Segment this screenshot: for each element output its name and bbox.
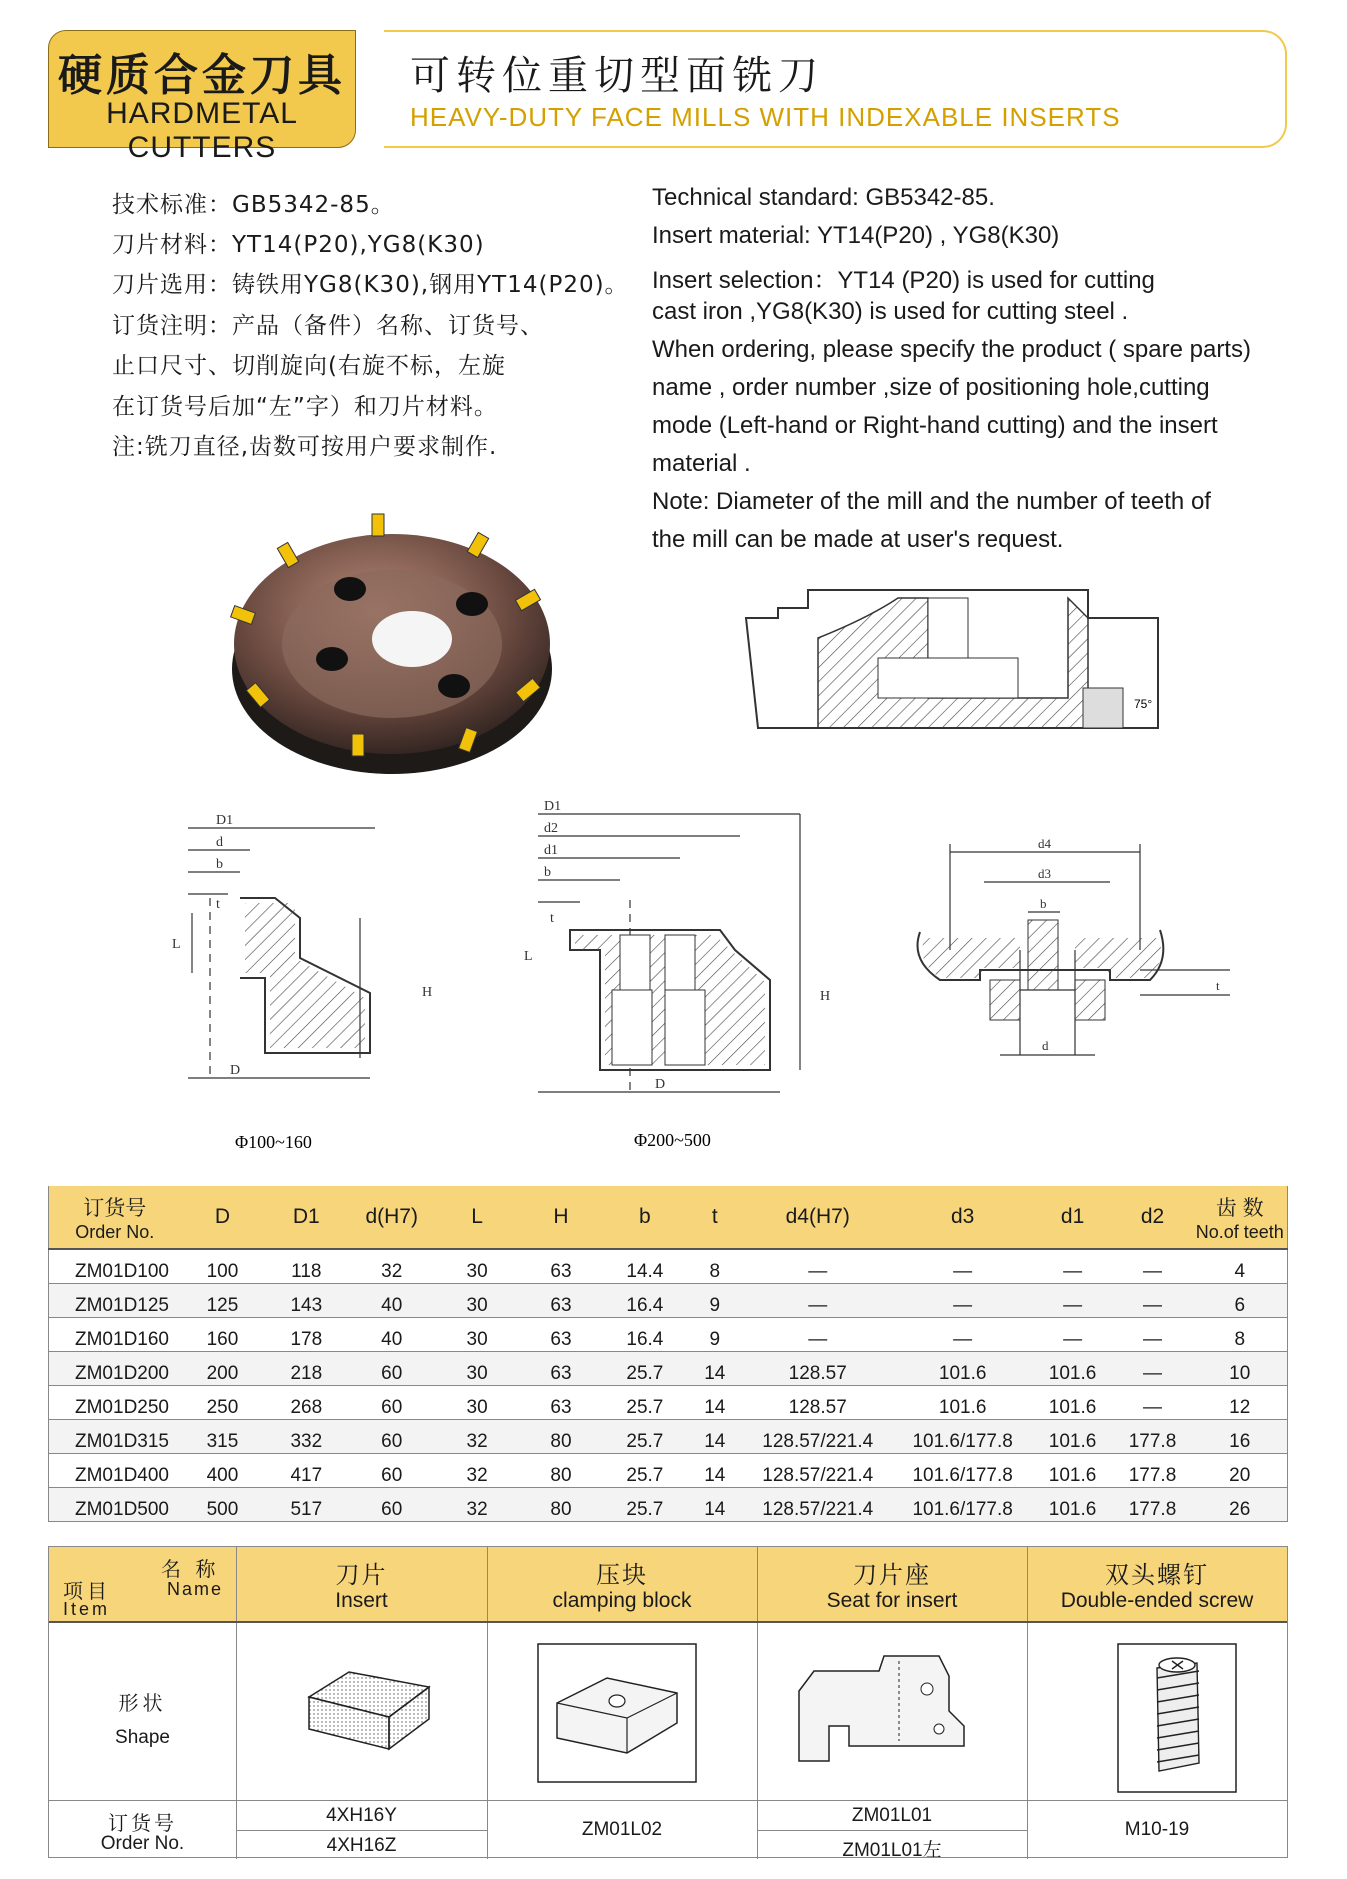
table-cell: — (893, 1318, 1033, 1352)
table-row (49, 1318, 1288, 1352)
badge-title-en: HARDMETAL CUTTERS (106, 97, 298, 164)
table-cell: — (893, 1284, 1033, 1318)
table-row (49, 1284, 1288, 1318)
spec-col-header (687, 1186, 743, 1249)
table-cell: 8 (687, 1249, 743, 1284)
table-cell: 177.8 (1113, 1454, 1193, 1488)
table-cell: 60 (348, 1352, 435, 1386)
spec-col-header (49, 1186, 181, 1249)
table-cell: 63 (519, 1284, 603, 1318)
intro-cn-line: 刀片选用：铸铁用YG8(K30),钢用YT14(P20)。 (112, 272, 629, 298)
corner-item-en: Item (63, 1599, 111, 1619)
table-cell: 101.6 (1033, 1420, 1113, 1454)
table-cell: 16.4 (603, 1318, 687, 1352)
intro-en-line: the mill can be made at user's request. (652, 526, 1064, 553)
parts-table (48, 1546, 1288, 1861)
table-cell: 125 (180, 1284, 264, 1318)
intro-en-line: material . (652, 450, 751, 477)
table-cell: 16 (1192, 1420, 1287, 1454)
table-cell: 101.6/177.8 (893, 1420, 1033, 1454)
table-cell: 101.6/177.8 (893, 1488, 1033, 1522)
spec-col-header (180, 1186, 264, 1249)
spec-col-header-main: 齿 数 (1215, 1196, 1264, 1220)
table-cell: 332 (264, 1420, 348, 1454)
table-cell: 80 (519, 1454, 603, 1488)
table-cell: 315 (180, 1420, 264, 1454)
table-cell: 200 (180, 1352, 264, 1386)
intro-cn-line: 订货注明：产品（备件）名称、订货号、 (112, 313, 544, 339)
col-en: Double-ended screw (1060, 1589, 1254, 1612)
parts-corner-cell (49, 1547, 236, 1621)
spec-col-header (1033, 1186, 1113, 1249)
table-cell: 101.6 (893, 1352, 1033, 1386)
dim-label: H (422, 985, 433, 1000)
intro-en-line: When ordering, please specify the product ( spare parts) (652, 336, 1251, 363)
intro-cn-line: 止口尺寸、切削旋向(右旋不标，左旋 (112, 353, 506, 379)
spec-col-header-main: d2 (1140, 1205, 1165, 1228)
col-en: Insert (335, 1589, 388, 1612)
dim-label: L (524, 949, 533, 964)
intro-en-line: Note: Diameter of the mill and the number of teeth of (652, 488, 1211, 515)
dim-label: D (655, 1077, 666, 1092)
clamping-block-order-no: ZM01L02 (581, 1819, 663, 1840)
spec-col-header (348, 1186, 435, 1249)
spec-col-header-main: L (471, 1205, 483, 1228)
table-cell: 160 (180, 1318, 264, 1352)
table-cell: 14 (687, 1386, 743, 1420)
table-cell: 32 (348, 1249, 435, 1284)
clamping-block-image (537, 1643, 697, 1783)
dim-label: d (1042, 1038, 1049, 1053)
table-cell: 500 (180, 1488, 264, 1522)
parts-col-seat (757, 1547, 1027, 1621)
dim-label: D (230, 1063, 241, 1078)
table-cell: 14 (687, 1420, 743, 1454)
face-mill-photo (222, 494, 562, 794)
spec-col-header-sub: Order No. (75, 1221, 155, 1242)
table-cell: — (743, 1249, 893, 1284)
table-cell: 101.6 (1033, 1386, 1113, 1420)
table-cell: 10 (1192, 1352, 1287, 1386)
table-cell: 32 (435, 1420, 519, 1454)
divider (757, 1830, 1027, 1831)
intro-en-line: Insert selection：YT14 (P20) is used for cutting (652, 267, 1155, 294)
intro-en-line: cast iron ,YG8(K30) is used for cutting steel . (652, 298, 1129, 325)
corner-item-cn: 项目 (63, 1579, 111, 1603)
table-cell: 101.6 (893, 1386, 1033, 1420)
spec-col-header (893, 1186, 1033, 1249)
table-cell: — (743, 1318, 893, 1352)
dim-label: b (216, 857, 223, 872)
parts-col-insert (236, 1547, 487, 1621)
table-row (49, 1386, 1288, 1420)
dim-label: d1 (544, 843, 558, 858)
spec-col-header (435, 1186, 519, 1249)
table-cell: 26 (1192, 1488, 1287, 1522)
order-no-cell: ZM01D160 (49, 1318, 181, 1352)
table-cell: 128.57 (743, 1352, 893, 1386)
table-cell: — (1033, 1284, 1113, 1318)
order-no-cell: ZM01D200 (49, 1352, 181, 1386)
order-no-cell: ZM01D250 (49, 1386, 181, 1420)
insert-order-no: 4XH16Z (326, 1835, 397, 1856)
double-ended-screw-image (1117, 1643, 1237, 1793)
order-no-cell: ZM01D400 (49, 1454, 181, 1488)
table-cell: 25.7 (603, 1454, 687, 1488)
table-cell: 9 (687, 1318, 743, 1352)
table-cell: 60 (348, 1420, 435, 1454)
dim-label: t (216, 897, 220, 912)
spec-col-header (743, 1186, 893, 1249)
intro-cn-line: 注:铣刀直径,齿数可按用户要求制作. (112, 434, 498, 460)
screw-order-no: M10-19 (1124, 1819, 1190, 1840)
col-cn: 刀片 (335, 1561, 388, 1589)
dim-label: b (1040, 896, 1047, 911)
table-cell: 40 (348, 1318, 435, 1352)
divider (49, 1800, 1287, 1801)
seat-for-insert-image (789, 1651, 989, 1771)
spec-col-header-main: 订货号 (83, 1196, 147, 1220)
order-label-en: Order No. (100, 1833, 185, 1854)
dim-label: D1 (216, 813, 234, 828)
dimension-drawing-small (170, 808, 440, 1152)
dimension-drawing-large (520, 799, 860, 1150)
table-cell: 40 (348, 1284, 435, 1318)
spec-col-header-main: t (711, 1205, 718, 1228)
intro-en-line: mode (Left-hand or Right-hand cutting) and the insert (652, 412, 1218, 439)
dim-label: d4 (1038, 836, 1051, 851)
table-cell: 14 (687, 1454, 743, 1488)
table-cell: 25.7 (603, 1352, 687, 1386)
table-row (49, 1488, 1288, 1522)
spec-col-header-main: d(H7) (365, 1205, 418, 1228)
corner-name-en: Name (167, 1579, 224, 1599)
table-cell: 178 (264, 1318, 348, 1352)
table-cell: 60 (348, 1454, 435, 1488)
table-cell: 128.57/221.4 (743, 1454, 893, 1488)
table-cell: 30 (435, 1284, 519, 1318)
table-cell: 30 (435, 1318, 519, 1352)
col-en: Seat for insert (826, 1589, 958, 1612)
drawing-caption-large: Φ200~500 (634, 1130, 711, 1150)
table-cell: 25.7 (603, 1386, 687, 1420)
divider (236, 1830, 487, 1831)
dim-label: L (172, 937, 181, 952)
table-cell: 9 (687, 1284, 743, 1318)
table-cell: 25.7 (603, 1420, 687, 1454)
table-cell: 128.57/221.4 (743, 1488, 893, 1522)
parts-col-clamping-block (487, 1547, 757, 1621)
shape-label-cn: 形状 (118, 1691, 167, 1715)
table-cell: — (1113, 1318, 1193, 1352)
table-cell: 32 (435, 1488, 519, 1522)
spec-col-header-main: D1 (292, 1205, 320, 1228)
table-row (49, 1420, 1288, 1454)
order-no-cell: ZM01D315 (49, 1420, 181, 1454)
spec-col-header-main: b (639, 1205, 651, 1228)
dim-label: d (216, 835, 223, 850)
table-cell: — (743, 1284, 893, 1318)
table-cell: 101.6/177.8 (893, 1454, 1033, 1488)
table-cell: — (1113, 1284, 1193, 1318)
intro-en-line: name , order number ,size of positioning hole,cutting (652, 374, 1210, 401)
dim-label: D1 (544, 799, 562, 814)
table-cell: 143 (264, 1284, 348, 1318)
spec-col-header (1113, 1186, 1193, 1249)
spec-col-header-main: d1 (1060, 1205, 1085, 1228)
dim-label: t (1216, 978, 1220, 993)
spec-col-header-main: d4(H7) (785, 1205, 850, 1228)
spec-col-header-sub: No.of teeth (1195, 1221, 1284, 1242)
table-cell: 101.6 (1033, 1488, 1113, 1522)
table-cell: — (1033, 1249, 1113, 1284)
table-cell: — (1033, 1318, 1113, 1352)
spec-col-header (519, 1186, 603, 1249)
spec-col-header-main: H (553, 1205, 569, 1228)
dim-label: d3 (1038, 866, 1051, 881)
divider (1027, 1547, 1028, 1859)
table-cell: 100 (180, 1249, 264, 1284)
table-cell: 30 (435, 1249, 519, 1284)
table-cell: 63 (519, 1249, 603, 1284)
table-cell: 25.7 (603, 1488, 687, 1522)
table-cell: 20 (1192, 1454, 1287, 1488)
table-cell: — (1113, 1352, 1193, 1386)
angle-label: 75° (1134, 697, 1153, 711)
table-cell: — (893, 1249, 1033, 1284)
col-en: clamping block (552, 1589, 692, 1612)
table-cell: 268 (264, 1386, 348, 1420)
table-cell: 14 (687, 1352, 743, 1386)
table-cell: 400 (180, 1454, 264, 1488)
dim-label: H (820, 989, 831, 1004)
col-cn: 双头螺钉 (1105, 1561, 1209, 1589)
spec-table (48, 1186, 1288, 1522)
table-cell: 63 (519, 1352, 603, 1386)
spec-col-header (1192, 1186, 1287, 1249)
table-cell: 30 (435, 1386, 519, 1420)
drawing-caption-small: Φ100~160 (235, 1132, 312, 1152)
page-title-en: HEAVY-DUTY FACE MILLS WITH INDEXABLE INSERTS (410, 102, 1121, 132)
divider (487, 1547, 488, 1859)
table-cell: 417 (264, 1454, 348, 1488)
table-cell: 16.4 (603, 1284, 687, 1318)
insert-shape-image (289, 1657, 439, 1767)
table-cell: 101.6 (1033, 1352, 1113, 1386)
spec-col-header-main: D (214, 1205, 230, 1228)
table-cell: 32 (435, 1454, 519, 1488)
table-cell: 60 (348, 1386, 435, 1420)
table-cell: 6 (1192, 1284, 1287, 1318)
table-cell: 4 (1192, 1249, 1287, 1284)
table-cell: 101.6 (1033, 1454, 1113, 1488)
table-cell: — (1113, 1386, 1193, 1420)
intro-cn-line: 技术标准：GB5342-85。 (112, 192, 395, 218)
table-cell: 128.57 (743, 1386, 893, 1420)
page-title-cn: 可转位重切型面铣刀 (410, 53, 824, 99)
spec-header-row (49, 1186, 1288, 1249)
intro-cn-line: 刀片材料：YT14(P20),YG8(K30) (112, 232, 485, 258)
dimension-drawing-spindle (910, 830, 1250, 1070)
order-no-cell: ZM01D500 (49, 1488, 181, 1522)
intro-cn-line: 在订货号后加“左”字）和刀片材料。 (112, 394, 498, 420)
table-cell: 177.8 (1113, 1420, 1193, 1454)
table-cell: 14 (687, 1488, 743, 1522)
corner-name-cn: 名 称 (161, 1557, 220, 1581)
table-cell: 30 (435, 1352, 519, 1386)
cross-section-drawing (738, 578, 1178, 748)
table-cell: 8 (1192, 1318, 1287, 1352)
table-row (49, 1249, 1288, 1284)
table-cell: 250 (180, 1386, 264, 1420)
spec-col-header-main: d3 (950, 1205, 975, 1228)
seat-order-no: ZM01L01左 (842, 1840, 942, 1861)
shape-label-en: Shape (115, 1727, 170, 1748)
table-cell: — (1113, 1249, 1193, 1284)
dim-label: b (544, 865, 551, 880)
intro-en-line: Insert material: YT14(P20) , YG8(K30) (652, 222, 1060, 249)
table-cell: 517 (264, 1488, 348, 1522)
order-label-cn: 订货号 (108, 1811, 177, 1835)
intro-en-line: Technical standard: GB5342-85. (652, 184, 995, 211)
order-no-cell: ZM01D100 (49, 1249, 181, 1284)
brand-badge (48, 30, 356, 164)
insert-order-no: 4XH16Y (326, 1805, 397, 1826)
table-row (49, 1352, 1288, 1386)
seat-order-no: ZM01L01 (851, 1805, 933, 1826)
table-cell: 63 (519, 1318, 603, 1352)
table-cell: 14.4 (603, 1249, 687, 1284)
parts-col-screw (1027, 1547, 1287, 1621)
table-row (49, 1454, 1288, 1488)
dim-label: d2 (544, 821, 558, 836)
table-cell: 177.8 (1113, 1488, 1193, 1522)
table-cell: 12 (1192, 1386, 1287, 1420)
table-cell: 80 (519, 1488, 603, 1522)
divider (49, 1621, 1287, 1623)
table-cell: 128.57/221.4 (743, 1420, 893, 1454)
col-cn: 刀片座 (853, 1561, 931, 1589)
col-cn: 压块 (596, 1561, 648, 1589)
table-cell: 218 (264, 1352, 348, 1386)
order-no-cell: ZM01D125 (49, 1284, 181, 1318)
table-cell: 80 (519, 1420, 603, 1454)
badge-title-cn: 硬质合金刀具 (58, 50, 346, 101)
table-cell: 63 (519, 1386, 603, 1420)
spec-col-header (603, 1186, 687, 1249)
dim-label: t (550, 911, 554, 926)
table-cell: 118 (264, 1249, 348, 1284)
spec-col-header (264, 1186, 348, 1249)
table-cell: 60 (348, 1488, 435, 1522)
